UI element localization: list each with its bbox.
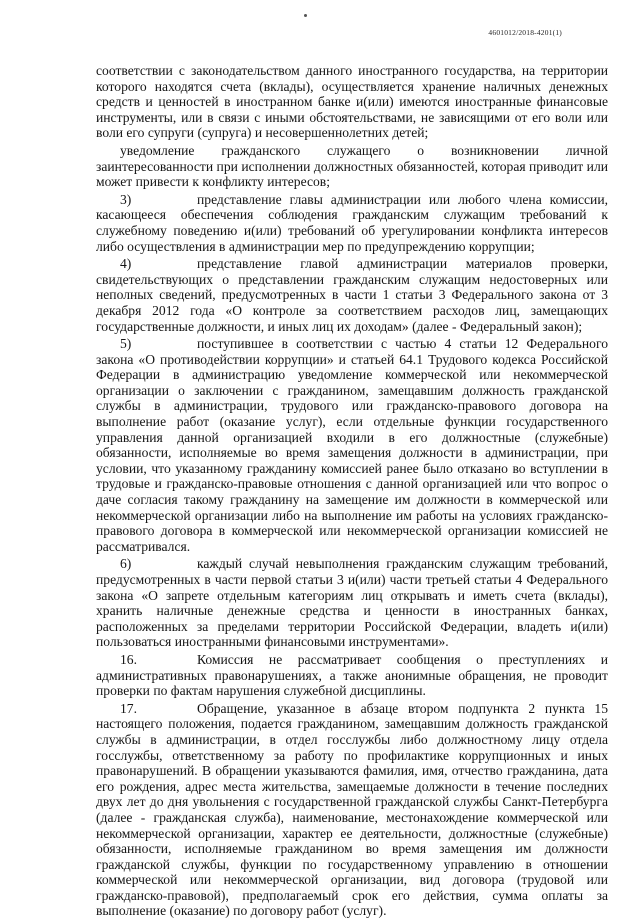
item-number: 5) <box>120 336 132 352</box>
paragraph-continuation <box>96 63 608 141</box>
paragraph-text: поступившее в соответствии с частью 4 статьи 12 Федерального закона «О противодействии коррупции» и статьей 64.1 Трудового кодекса Российской Федерации в администрацию уведомление коммерческой или некоммерческой организации о заключении с гражданином, замещавшим должность гражданской службы в администрации, трудового или гражданско-правового договора на выполнение работ (оказание услуг), если отдельные функции государственного управления данной организацией входили в его должностные (служебные) обязанности, исполняемые во время замещения должности в администрации, при условии, что указанному гражданину комиссией ранее было отказано во вступлении в трудовые и гражданско-правовые отношения с данной организацией или что вопрос о даче согласия такому гражданину на замещение им должности в коммерческой или некоммерческой организации либо на выполнение им работы на условиях гражданско-правового договора в коммерческой или некоммерческой организации комиссией не рассматривался. <box>96 336 608 554</box>
paragraph-text: уведомление гражданского служащего о возникновении личной заинтересованности при исполнении должностных обязанностей, которая приводит или может привести к конфликту интересов; <box>96 142 608 190</box>
item-number: 4) <box>120 256 132 272</box>
clause-number: 17. <box>120 700 137 716</box>
paragraph-item-5 <box>96 336 608 554</box>
paragraph-text: представление главой администрации материалов проверки, свидетельствующих о представлении гражданским служащим недостоверных или неполных сведений, предусмотренных в части 1 статьи 3 Федерального закона от 3 декабря 2012 года «О контроле за соответствием расходов лиц, замещающих государственные должности, и иных лиц их доходам» (далее - Федеральный закон); <box>96 256 608 334</box>
paragraph-text: соответствии с законодательством данного иностранного государства, на территории которого находятся счета (вклады), осуществляется хранение наличных денежных средств и ценностей в иностранном банке и(или) имеются иностранные финансовые инструменты, или в связи с иными обстоятельствами, не зависящими от его воли или воли его супруги (супруга) и несовершеннолетних детей; <box>96 63 608 141</box>
paragraph-text: представление главы администрации или любого члена комиссии, касающееся обеспечения соблюдения гражданским служащим требований к служебному поведению и(или) требований об урегулировании конфликта интересов либо осуществления в администрации мер по предупреждению коррупции; <box>96 191 608 254</box>
document-number: 4601012/2018-4201(1) <box>488 28 562 37</box>
paragraph-text: Комиссия не рассматривает сообщения о преступлениях и административных правонарушениях, а также анонимные обращения, не проводит проверки по фактам нарушения служебной дисциплины. <box>96 651 608 699</box>
paragraph-clause-17 <box>96 701 608 919</box>
paragraph-notification <box>96 143 608 190</box>
item-number: 6) <box>120 556 132 572</box>
paragraph-text: Обращение, указанное в абзаце втором подпункта 2 пункта 15 настоящего положения, подается гражданином, замещавшим должность гражданской службы в администрации, в отдел госслужбы либо должностному лицу отдела госслужбы, ответственному за работу по профилактике коррупционных и иных правонарушений. В обращении указываются фамилия, имя, отчество гражданина, дата его рождения, адрес места жительства, замещаемые должности в течение последних двух лет до дня увольнения с государственной гражданской службы Санкт-Петербурга (далее - гражданская служба), наименование, местонахождение коммерческой или некоммерческой организации, характер ее деятельности, должностные (служебные) обязанности, исполняемые гражданином во время замещения им должности гражданской службы, функции по государственному управлению в отношении коммерческой или некоммерческой организации, вид договора (трудовой или гражданско-правовой), предполагаемый срок его действия, сумма оплаты за выполнение (оказание) по договору работ (услуг). <box>96 700 608 919</box>
document-body <box>96 63 608 919</box>
paragraph-clause-16 <box>96 652 608 699</box>
paragraph-item-3 <box>96 192 608 254</box>
clause-number: 16. <box>120 651 137 667</box>
paragraph-text: каждый случай невыполнения гражданским служащим требований, предусмотренных в части первой статьи 3 и(или) части третьей статьи 4 Федерального закона «О запрете отдельным категориям лиц открывать и иметь счета (вклады), хранить наличные денежные средства и ценности в иностранных банках, расположенных за пределами территории Российской Федерации, владеть и(или) пользоваться иностранными финансовыми инструментами». <box>96 556 608 650</box>
paragraph-item-6 <box>96 556 608 650</box>
scan-dot <box>304 14 307 17</box>
paragraph-item-4 <box>96 256 608 334</box>
item-number: 3) <box>120 191 132 207</box>
